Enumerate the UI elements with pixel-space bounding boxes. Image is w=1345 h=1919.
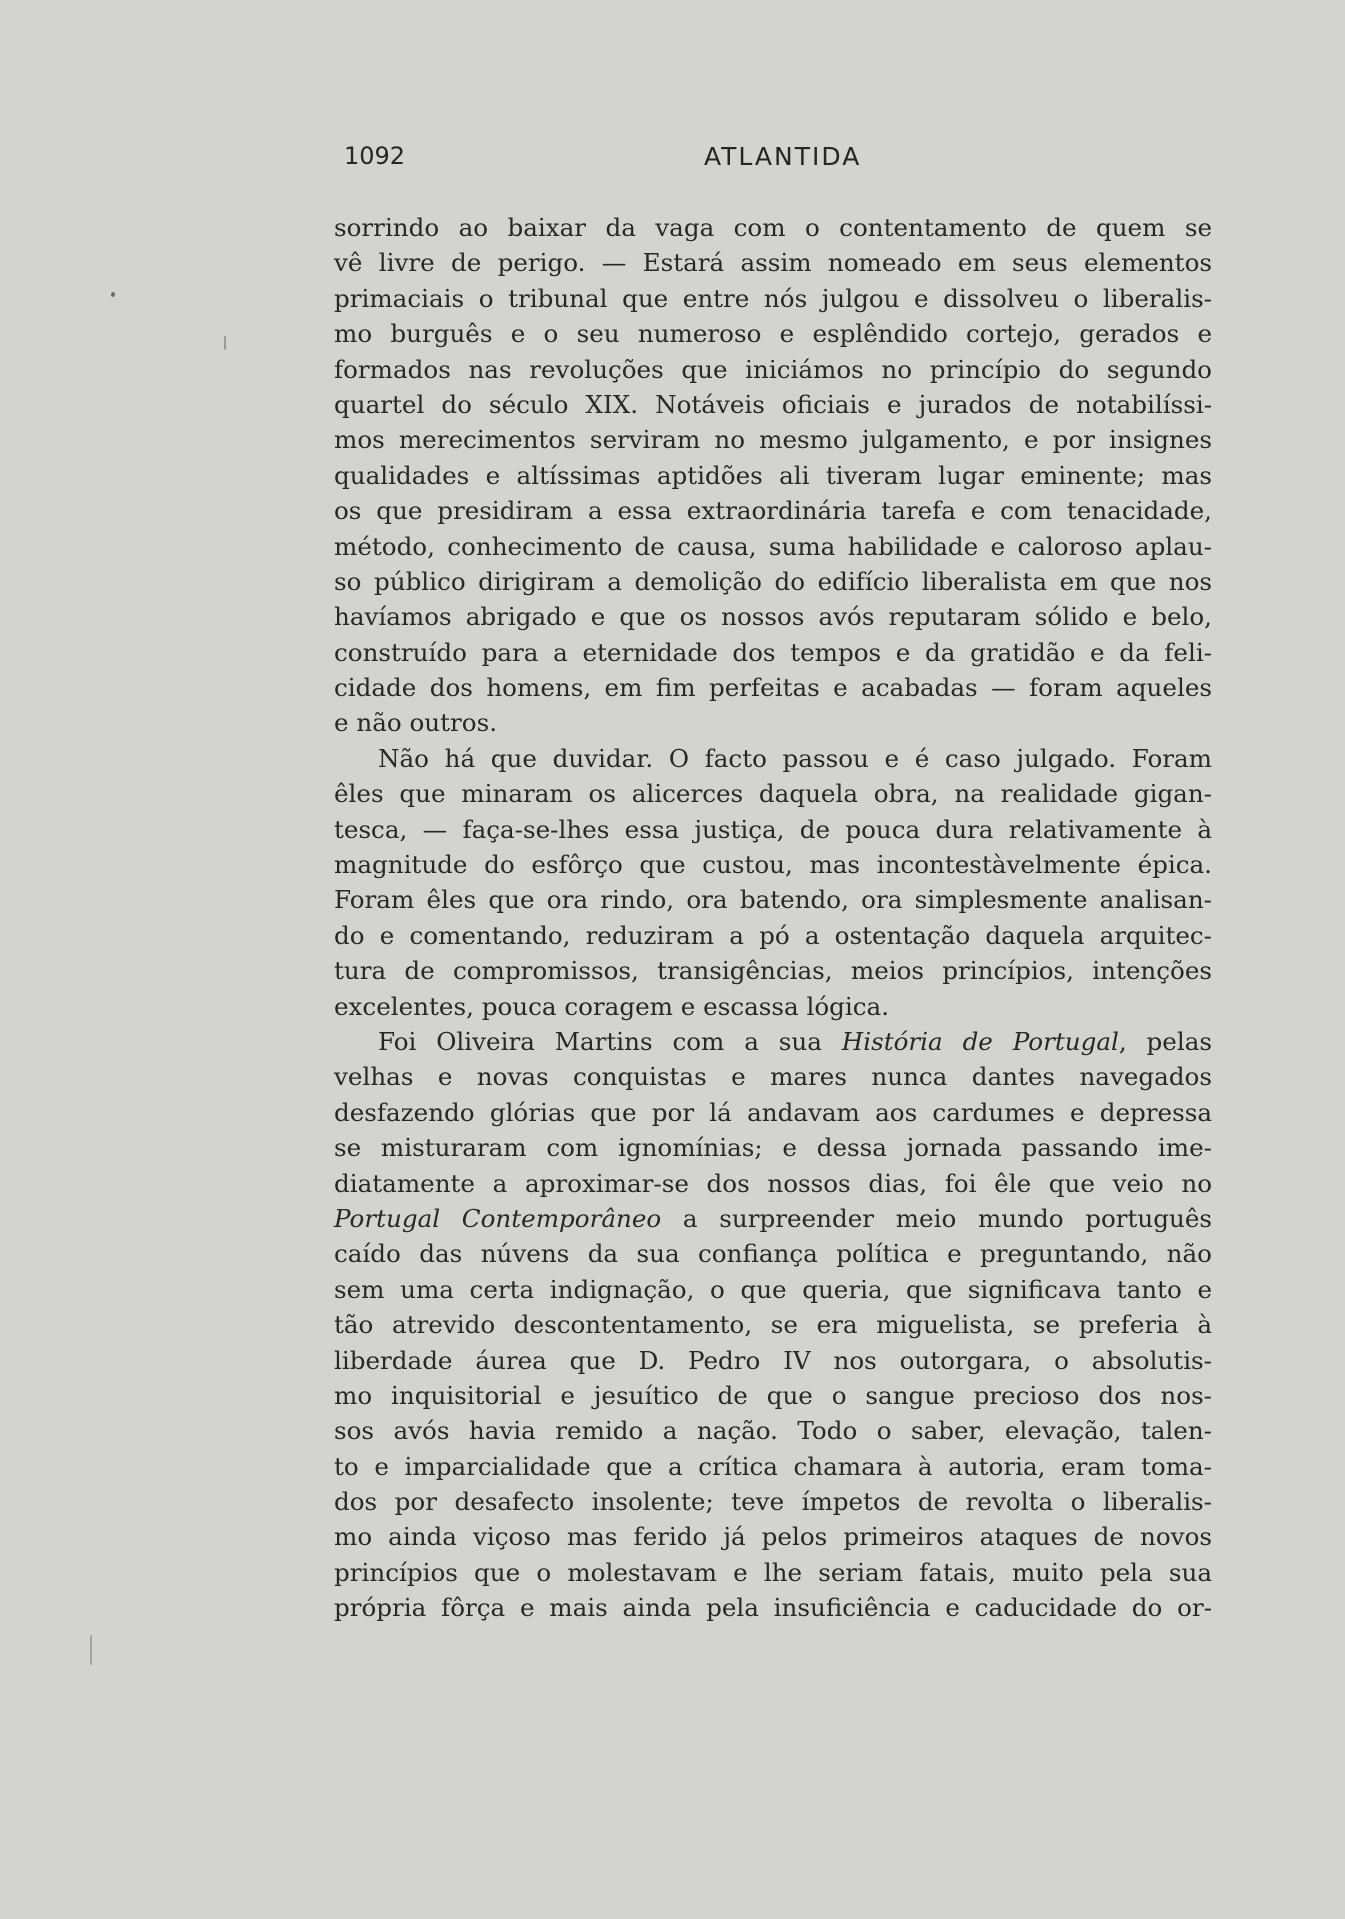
- text-line: caído das núvens da sua confiança política e preguntando, não: [334, 1239, 1212, 1269]
- text-segment: Foi Oliveira Martins com a sua: [378, 1026, 842, 1056]
- text-line: êles que minaram os alicerces daquela obra, na realidade gigan-: [334, 779, 1212, 809]
- text-line: primaciais o tribunal que entre nós julgou e dissolveu o liberalis-: [334, 283, 1212, 313]
- italic-title: História de Portugal: [841, 1026, 1119, 1056]
- text-line: vê livre de perigo. — Estará assim nomeado em seus elementos: [334, 248, 1212, 278]
- text-line: tura de compromissos, transigências, meios princípios, intenções: [334, 956, 1212, 986]
- text-line: sos avós havia remido a nação. Todo o saber, elevação, talen-: [334, 1416, 1212, 1446]
- text-line: e não outros.: [334, 708, 498, 738]
- page-number: 1092: [344, 142, 406, 170]
- text-line: mo ainda viçoso mas ferido já pelos primeiros ataques de novos: [334, 1522, 1212, 1552]
- text-line: havíamos abrigado e que os nossos avós reputaram sólido e belo,: [334, 602, 1212, 632]
- text-line: sorrindo ao baixar da vaga com o contentamento de quem se: [334, 213, 1212, 242]
- italic-title: Portugal Contemporâneo: [334, 1203, 662, 1233]
- paper-speck: [111, 292, 115, 297]
- text-line: velhas e novas conquistas e mares nunca dantes navegados: [334, 1062, 1212, 1092]
- text-segment: , pelas: [1118, 1026, 1212, 1056]
- text-line: excelentes, pouca coragem e escassa lógica.: [334, 991, 890, 1021]
- text-line: Não há que duvidar. O facto passou e é caso julgado. Foram: [378, 743, 1212, 773]
- text-line: to e imparcialidade que a crítica chamara à autoria, eram toma-: [334, 1451, 1212, 1481]
- text-line: so público dirigiram a demolição do edifício liberalista em que nos: [334, 566, 1212, 596]
- text-line: sem uma certa indignação, o que queria, que significava tanto e: [334, 1274, 1212, 1304]
- text-line: princípios que o molestavam e lhe seriam fatais, muito pela sua: [334, 1557, 1212, 1587]
- text-line: se misturaram com ignomínias; e dessa jornada passando ime-: [334, 1133, 1212, 1163]
- text-line: os que presidiram a essa extraordinária tarefa e com tenacidade,: [334, 496, 1212, 526]
- text-line: desfazendo glórias que por lá andavam aos cardumes e depressa: [334, 1097, 1212, 1127]
- text-line: mo inquisitorial e jesuítico de que o sangue precioso dos nos-: [334, 1380, 1212, 1410]
- running-title: ATLANTIDA: [704, 142, 862, 171]
- text-line: cidade dos homens, em fim perfeitas e acabadas — foram aqueles: [334, 673, 1212, 703]
- text-line: própria fôrça e mais ainda pela insuficiência e caducidade do or-: [334, 1593, 1212, 1623]
- text-line: construído para a eternidade dos tempos e da gratidão e da feli-: [334, 637, 1212, 667]
- paper-speck: [224, 336, 226, 350]
- running-header: [344, 142, 864, 178]
- text-line: do e comentando, reduziram a pó a ostentação daquela arquitec-: [334, 920, 1212, 950]
- text-line: mos merecimentos serviram no mesmo julgamento, e por insignes: [334, 425, 1212, 455]
- text-line: mo burguês e o seu numeroso e esplêndido cortejo, gerados e: [334, 319, 1212, 349]
- text-line: método, conhecimento de causa, suma habilidade e caloroso aplau-: [334, 531, 1212, 561]
- text-line: Foram êles que ora rindo, ora batendo, ora simplesmente analisan-: [334, 885, 1212, 915]
- text-line: tão atrevido descontentamento, se era miguelista, se preferia à: [334, 1310, 1212, 1340]
- text-line: [334, 1024, 1212, 1059]
- text-line: qualidades e altíssimas aptidões ali tiveram lugar eminente; mas: [334, 460, 1212, 490]
- text-line: diatamente a aproximar-se dos nossos dias, foi êle que veio no: [334, 1168, 1212, 1198]
- text-line: formados nas revoluções que iniciámos no princípio do segundo: [334, 354, 1212, 384]
- text-line: liberdade áurea que D. Pedro IV nos outorgara, o absolutis-: [334, 1345, 1212, 1375]
- text-line: [334, 1201, 1212, 1236]
- text-line: tesca, — faça-se-lhes essa justiça, de pouca dura relativamente à: [334, 814, 1212, 844]
- text-line: quartel do século XIX. Notáveis oficiais e jurados de notabilíssi-: [334, 389, 1212, 419]
- text-segment: a surpreender meio mundo português: [661, 1203, 1213, 1233]
- paper-speck: [90, 1635, 92, 1665]
- body-text: [334, 210, 1212, 1626]
- text-line: dos por desafecto insolente; teve ímpetos de revolta o liberalis-: [334, 1487, 1212, 1517]
- text-line: magnitude do esfôrço que custou, mas incontestàvelmente épica.: [334, 850, 1212, 880]
